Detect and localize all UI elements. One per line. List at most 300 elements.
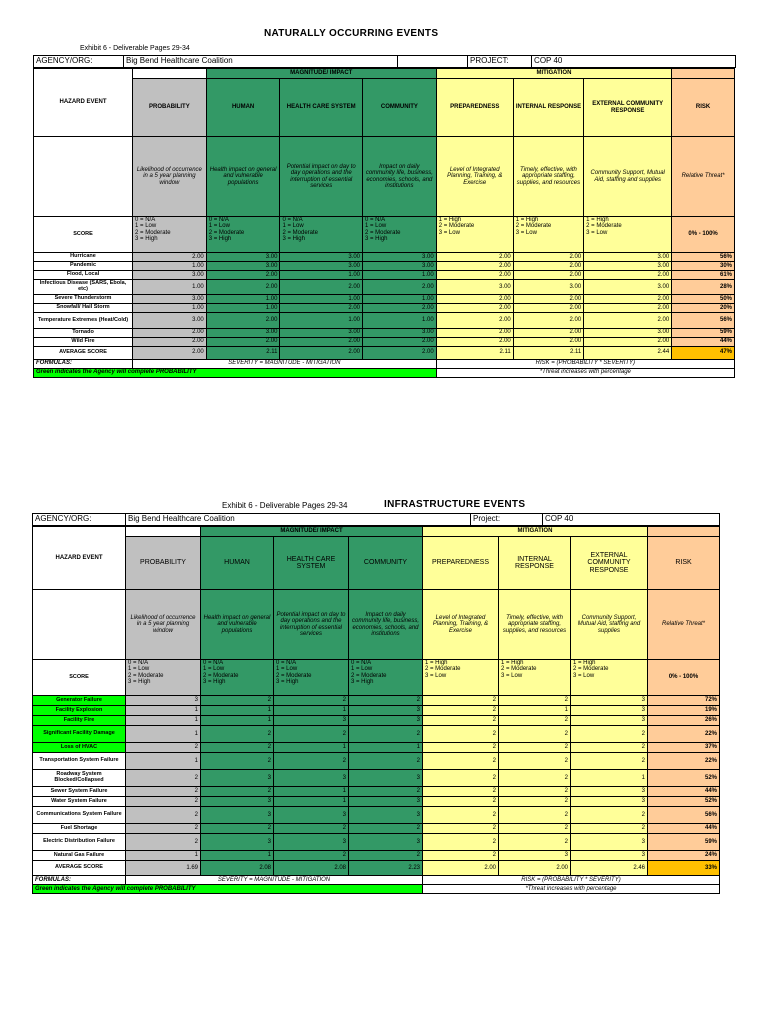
cell-community: 2	[349, 787, 423, 797]
cell-community: 3	[349, 706, 423, 716]
col-internal-response: INTERNAL RESPONSE	[499, 537, 571, 590]
desc-community: Impact on daily community life, business, economies, schools, and institutions	[363, 137, 437, 217]
cell-internal: 2	[499, 807, 571, 824]
cell-human: 2	[201, 753, 274, 770]
cell-health-care: 1.00	[280, 295, 363, 304]
cell-external: 3	[571, 706, 648, 716]
cell-probability: 1	[126, 706, 201, 716]
cell-human: 1.00	[206, 295, 280, 304]
cell-preparedness: 2.00	[436, 337, 513, 346]
cell-risk: 44%	[672, 337, 735, 346]
cell-community: 3.00	[363, 262, 437, 271]
cell-internal: 2.00	[513, 253, 583, 262]
cell-preparedness: 2	[423, 824, 499, 834]
score-preparedness: 1 = High 2 = Moderate 3 = Low	[436, 217, 513, 253]
cell-external: 1	[571, 770, 648, 787]
cell-internal: 2	[499, 834, 571, 851]
cell-risk: 26%	[648, 716, 720, 726]
average-human: 2.11	[206, 346, 280, 359]
formulas-label: FORMULAS:	[33, 876, 126, 885]
hazard-event-name: Sewer System Failure	[33, 787, 126, 797]
cell-community: 1.00	[363, 313, 437, 328]
cell-preparedness: 2	[423, 770, 499, 787]
average-probability: 2.00	[133, 346, 207, 359]
cell-internal: 2	[499, 743, 571, 753]
project-label: PROJECT:	[468, 56, 532, 68]
cell-internal: 2	[499, 770, 571, 787]
cell-risk: 61%	[672, 271, 735, 280]
cell-risk: 22%	[648, 726, 720, 743]
hazard-rows	[34, 253, 735, 347]
cell-risk: 22%	[648, 753, 720, 770]
exhibit-label: Exhibit 6 - Deliverable Pages 29-34	[222, 501, 348, 510]
cell-preparedness: 2.00	[436, 313, 513, 328]
cell-human: 1	[201, 706, 274, 716]
hazard-event-name: Hurricane	[34, 253, 133, 262]
score-human: 0 = N/A 1 = Low 2 = Moderate 3 = High	[201, 660, 274, 696]
cell-internal: 2.00	[513, 304, 583, 313]
desc-probability: Likelihood of occurrence in a 5 year planning window	[133, 137, 207, 217]
cell-internal: 2.00	[513, 271, 583, 280]
cell-internal: 2	[499, 726, 571, 743]
cell-human: 2.00	[206, 271, 280, 280]
cell-health-care: 3	[274, 716, 349, 726]
cell-human: 2	[201, 787, 274, 797]
table-row	[33, 743, 720, 753]
score-probability: 0 = N/A 1 = Low 2 = Moderate 3 = High	[126, 660, 201, 696]
cell-risk: 37%	[648, 743, 720, 753]
desc-internal: Timely, effective, with appropriate staffing, supplies, and resources	[513, 137, 583, 217]
desc-health-care: Potential impact on day to day operations and the interruption of essential services	[280, 137, 363, 217]
cell-risk: 59%	[672, 328, 735, 337]
cell-community: 2	[349, 851, 423, 861]
cell-health-care: 2	[274, 824, 349, 834]
average-health-care: 2.00	[280, 346, 363, 359]
cell-health-care: 3.00	[280, 262, 363, 271]
average-risk: 33%	[648, 861, 720, 876]
threat-note: *Threat increases with percentage	[423, 885, 720, 894]
cell-risk: 72%	[648, 696, 720, 706]
cell-preparedness: 2	[423, 743, 499, 753]
cell-external: 3.00	[584, 280, 672, 295]
hazard-table	[33, 55, 736, 68]
cell-community: 2.00	[363, 304, 437, 313]
average-internal: 2.00	[499, 861, 571, 876]
cell-probability: 2.00	[133, 328, 207, 337]
hazard-event-name: Electric Distribution Failure	[33, 834, 126, 851]
agency-label: AGENCY/ORG:	[33, 514, 126, 526]
agency-value: Big Bend Healthcare Coalition	[124, 56, 398, 68]
desc-health-care: Potential impact on day to day operations and the interruption of essential services	[274, 590, 349, 660]
cell-human: 2	[201, 726, 274, 743]
cell-external: 3.00	[584, 253, 672, 262]
hazard-rows	[33, 696, 720, 861]
cell-internal: 1	[499, 706, 571, 716]
cell-risk: 28%	[672, 280, 735, 295]
cell-community: 2	[349, 824, 423, 834]
hazard-table-body	[33, 68, 735, 378]
cell-external: 2	[571, 824, 648, 834]
hazard-event-name: Severe Thunderstorm	[34, 295, 133, 304]
cell-external: 3	[571, 787, 648, 797]
table-row	[34, 313, 735, 328]
col-internal-response: INTERNAL RESPONSE	[513, 79, 583, 137]
average-health-care: 2.08	[274, 861, 349, 876]
table-row	[33, 696, 720, 706]
cell-external: 2	[571, 807, 648, 824]
cell-preparedness: 2	[423, 716, 499, 726]
score-label: SCORE	[33, 660, 126, 696]
project-label: Project:	[471, 514, 543, 526]
cell-probability: 2	[126, 834, 201, 851]
score-risk: 0% - 100%	[672, 217, 735, 253]
desc-probability: Likelihood of occurrence in a 5 year planning window	[126, 590, 201, 660]
cell-external: 3	[571, 716, 648, 726]
table-row	[33, 797, 720, 807]
col-hazard-event: HAZARD EVENT	[33, 527, 126, 590]
cell-internal: 2.00	[513, 262, 583, 271]
cell-probability: 3.00	[133, 313, 207, 328]
table-row	[34, 262, 735, 271]
cell-health-care: 1	[274, 706, 349, 716]
cell-health-care: 2.00	[280, 337, 363, 346]
score-risk: 0% - 100%	[648, 660, 720, 696]
cell-health-care: 3	[274, 807, 349, 824]
cell-probability: 2	[126, 797, 201, 807]
table-row	[34, 337, 735, 346]
hazard-table	[32, 513, 720, 526]
table-row	[34, 304, 735, 313]
cell-health-care: 3.00	[280, 328, 363, 337]
sheet-title: INFRASTRUCTURE EVENTS	[384, 499, 526, 510]
score-health-care: 0 = N/A 1 = Low 2 = Moderate 3 = High	[280, 217, 363, 253]
cell-risk: 24%	[648, 851, 720, 861]
table-row	[33, 851, 720, 861]
cell-external: 2.00	[584, 337, 672, 346]
table-row	[34, 271, 735, 280]
cell-probability: 2.00	[133, 253, 207, 262]
cell-risk: 59%	[648, 834, 720, 851]
hazard-event-name: Flood, Local	[34, 271, 133, 280]
hazard-event-name: Communications System Failure	[33, 807, 126, 824]
hazard-event-name: Tornado	[34, 328, 133, 337]
table-row	[33, 787, 720, 797]
cell-human: 3	[201, 770, 274, 787]
cell-preparedness: 2	[423, 753, 499, 770]
table-row	[33, 824, 720, 834]
cell-internal: 2.00	[513, 328, 583, 337]
hazard-event-name: Facility Explosion	[33, 706, 126, 716]
cell-probability: 3.00	[133, 295, 207, 304]
cell-human: 2.00	[206, 313, 280, 328]
cell-probability: 1.00	[133, 304, 207, 313]
threat-note: *Threat increases with percentage	[436, 368, 734, 377]
cell-community: 3	[349, 716, 423, 726]
average-community: 2.23	[349, 861, 423, 876]
desc-preparedness: Level of Integrated Planning, Training, & Exercise	[423, 590, 499, 660]
score-label: SCORE	[34, 217, 133, 253]
severity-formula: SEVERITY = MAGNITUDE - MITIGATION	[133, 359, 437, 368]
cell-preparedness: 2.00	[436, 253, 513, 262]
cell-health-care: 2	[274, 851, 349, 861]
col-risk: RISK	[648, 537, 720, 590]
table-row	[33, 726, 720, 743]
cell-health-care: 1.00	[280, 271, 363, 280]
cell-risk: 56%	[672, 313, 735, 328]
hazard-event-name: Snowfall/ Hail Storm	[34, 304, 133, 313]
cell-risk: 52%	[648, 797, 720, 807]
score-community: 0 = N/A 1 = Low 2 = Moderate 3 = High	[363, 217, 437, 253]
col-probability: PROBABILITY	[126, 537, 201, 590]
col-risk: RISK	[672, 79, 735, 137]
cell-community: 1.00	[363, 271, 437, 280]
cell-probability: 2	[126, 807, 201, 824]
cell-risk: 44%	[648, 787, 720, 797]
hazard-event-name: Infectious Disease (SARS, Ebola, etc)	[34, 280, 133, 295]
cell-human: 3	[201, 797, 274, 807]
cell-probability: 1	[126, 753, 201, 770]
cell-probability: 2	[126, 824, 201, 834]
score-external: 1 = High 2 = Moderate 3 = Low	[584, 217, 672, 253]
cell-community: 3	[349, 807, 423, 824]
cell-external: 2	[571, 743, 648, 753]
cell-community: 2	[349, 726, 423, 743]
cell-human: 3	[201, 807, 274, 824]
col-probability: PROBABILITY	[133, 79, 207, 137]
project-value: COP 40	[543, 514, 720, 526]
cell-preparedness: 2	[423, 787, 499, 797]
hazard-event-name: Roadway System Blocked/Collapsed	[33, 770, 126, 787]
average-human: 2.08	[201, 861, 274, 876]
cell-probability: 1	[126, 716, 201, 726]
score-external: 1 = High 2 = Moderate 3 = Low	[571, 660, 648, 696]
sheet-title: NATURALLY OCCURRING EVENTS	[264, 28, 439, 39]
table-row	[34, 253, 735, 262]
group-magnitude: MAGNITUDE/ IMPACT	[201, 527, 423, 537]
hazard-event-name: Transportation System Failure	[33, 753, 126, 770]
cell-probability: 2	[126, 787, 201, 797]
desc-external: Community Support, Mutual Aid, staffing and supplies	[571, 590, 648, 660]
cell-human: 2	[201, 696, 274, 706]
cell-health-care: 3	[274, 770, 349, 787]
cell-external: 3.00	[584, 262, 672, 271]
table-row	[33, 706, 720, 716]
cell-external: 2.00	[584, 295, 672, 304]
project-value: COP 40	[532, 56, 736, 68]
hazard-event-name: Facility Fire	[33, 716, 126, 726]
cell-risk: 56%	[648, 807, 720, 824]
cell-preparedness: 2	[423, 797, 499, 807]
cell-human: 1	[201, 851, 274, 861]
cell-preparedness: 3.00	[436, 280, 513, 295]
cell-external: 3	[571, 834, 648, 851]
cell-community: 3.00	[363, 253, 437, 262]
score-probability: 0 = N/A 1 = Low 2 = Moderate 3 = High	[133, 217, 207, 253]
col-preparedness: PREPAREDNESS	[436, 79, 513, 137]
average-label: AVERAGE SCORE	[34, 346, 133, 359]
cell-internal: 2	[499, 696, 571, 706]
cell-probability: 1	[126, 726, 201, 743]
score-human: 0 = N/A 1 = Low 2 = Moderate 3 = High	[206, 217, 280, 253]
cell-human: 2	[201, 824, 274, 834]
desc-internal: Timely, effective, with appropriate staffing, supplies, and resources	[499, 590, 571, 660]
average-probability: 1.69	[126, 861, 201, 876]
cell-human: 2.00	[206, 337, 280, 346]
cell-risk: 44%	[648, 824, 720, 834]
cell-preparedness: 2.00	[436, 304, 513, 313]
desc-community: Impact on daily community life, business, economies, schools, and institutions	[349, 590, 423, 660]
desc-human: Health impact on general and vulnerable populations	[206, 137, 280, 217]
average-preparedness: 2.11	[436, 346, 513, 359]
cell-community: 2.00	[363, 337, 437, 346]
cell-community: 1.00	[363, 295, 437, 304]
cell-external: 2.00	[584, 271, 672, 280]
table-row	[33, 807, 720, 824]
cell-internal: 3	[499, 851, 571, 861]
average-external: 2.46	[571, 861, 648, 876]
risk-formula: RISK = (PROBABILITY * SEVERITY)	[423, 876, 720, 885]
cell-risk: 19%	[648, 706, 720, 716]
col-health-care-system: HEALTH CARE SYSTEM	[280, 79, 363, 137]
hazard-event-name: Generator Failure	[33, 696, 126, 706]
col-preparedness: PREPAREDNESS	[423, 537, 499, 590]
desc-human: Health impact on general and vulnerable populations	[201, 590, 274, 660]
average-internal: 2.11	[513, 346, 583, 359]
agency-value: Big Bend Healthcare Coalition	[126, 514, 471, 526]
cell-preparedness: 2	[423, 706, 499, 716]
table-row	[34, 280, 735, 295]
hazard-table-body	[32, 526, 720, 894]
cell-human: 3.00	[206, 253, 280, 262]
cell-health-care: 2.00	[280, 304, 363, 313]
formulas-label: FORMULAS:	[34, 359, 133, 368]
cell-human: 1	[201, 716, 274, 726]
cell-risk: 52%	[648, 770, 720, 787]
cell-community: 1	[349, 743, 423, 753]
cell-health-care: 1	[274, 797, 349, 807]
cell-human: 2.00	[206, 280, 280, 295]
cell-external: 3.00	[584, 328, 672, 337]
cell-internal: 3.00	[513, 280, 583, 295]
cell-preparedness: 2.00	[436, 328, 513, 337]
table-row	[34, 328, 735, 337]
green-note: Green indicates the Agency will complete PROBABILITY	[34, 368, 437, 377]
col-external-response: EXTERNAL COMMUNITY RESPONSE	[584, 79, 672, 137]
cell-preparedness: 2.00	[436, 262, 513, 271]
cell-probability: 1.00	[133, 280, 207, 295]
hazard-event-name: Wild Fire	[34, 337, 133, 346]
hazard-event-name: Fuel Shortage	[33, 824, 126, 834]
cell-internal: 2	[499, 753, 571, 770]
cell-community: 2.00	[363, 280, 437, 295]
exhibit-label: Exhibit 6 - Deliverable Pages 29-34	[80, 45, 190, 52]
group-mitigation: MITIGATION	[436, 69, 671, 79]
cell-health-care: 2	[274, 726, 349, 743]
hazard-event-name: Significant Facility Damage	[33, 726, 126, 743]
score-internal: 1 = High 2 = Moderate 3 = Low	[513, 217, 583, 253]
cell-internal: 2.00	[513, 313, 583, 328]
cell-internal: 2.00	[513, 295, 583, 304]
col-community: COMMUNITY	[349, 537, 423, 590]
cell-human: 3	[201, 834, 274, 851]
cell-human: 3.00	[206, 262, 280, 271]
desc-preparedness: Level of Integrated Planning, Training, & Exercise	[436, 137, 513, 217]
cell-internal: 2	[499, 797, 571, 807]
col-human: HUMAN	[206, 79, 280, 137]
desc-external: Community Support, Mutual Aid, staffing and supplies	[584, 137, 672, 217]
cell-health-care: 1.00	[280, 313, 363, 328]
cell-community: 2	[349, 753, 423, 770]
cell-external: 2	[571, 753, 648, 770]
cell-health-care: 2	[274, 696, 349, 706]
cell-probability: 3	[126, 696, 201, 706]
average-community: 2.00	[363, 346, 437, 359]
cell-preparedness: 2	[423, 726, 499, 743]
cell-internal: 2	[499, 716, 571, 726]
col-human: HUMAN	[201, 537, 274, 590]
cell-internal: 2	[499, 787, 571, 797]
cell-health-care: 2.00	[280, 280, 363, 295]
cell-community: 3	[349, 834, 423, 851]
cell-community: 3	[349, 770, 423, 787]
cell-health-care: 1	[274, 743, 349, 753]
cell-probability: 1	[126, 851, 201, 861]
cell-human: 3.00	[206, 328, 280, 337]
cell-probability: 2	[126, 770, 201, 787]
group-magnitude: MAGNITUDE/ IMPACT	[206, 69, 436, 79]
cell-preparedness: 2	[423, 834, 499, 851]
score-health-care: 0 = N/A 1 = Low 2 = Moderate 3 = High	[274, 660, 349, 696]
hazard-event-name: Pandemic	[34, 262, 133, 271]
table-row	[34, 295, 735, 304]
cell-preparedness: 2	[423, 807, 499, 824]
score-preparedness: 1 = High 2 = Moderate 3 = Low	[423, 660, 499, 696]
cell-probability: 3.00	[133, 271, 207, 280]
agency-label: AGENCY/ORG:	[34, 56, 124, 68]
cell-health-care: 3.00	[280, 253, 363, 262]
col-external-response: EXTERNAL COMMUNITY RESPONSE	[571, 537, 648, 590]
score-community: 0 = N/A 1 = Low 2 = Moderate 3 = High	[349, 660, 423, 696]
table-row	[33, 834, 720, 851]
cell-health-care: 3	[274, 834, 349, 851]
severity-formula: SEVERITY = MAGNITUDE - MITIGATION	[126, 876, 423, 885]
hazard-event-name: Natural Gas Failure	[33, 851, 126, 861]
table-row	[33, 716, 720, 726]
cell-risk: 56%	[672, 253, 735, 262]
group-mitigation: MITIGATION	[423, 527, 648, 537]
cell-internal: 2.00	[513, 337, 583, 346]
cell-community: 2	[349, 696, 423, 706]
cell-probability: 1.00	[133, 262, 207, 271]
cell-probability: 2	[126, 743, 201, 753]
cell-health-care: 1	[274, 787, 349, 797]
cell-preparedness: 2.00	[436, 295, 513, 304]
col-community: COMMUNITY	[363, 79, 437, 137]
cell-external: 2.00	[584, 304, 672, 313]
average-risk: 47%	[672, 346, 735, 359]
cell-preparedness: 2	[423, 851, 499, 861]
desc-risk: Relative Threat*	[672, 137, 735, 217]
agency-spacer	[398, 56, 468, 68]
hazard-event-name: Temperature Extremes (Heat/Cold)	[34, 313, 133, 328]
desc-risk: Relative Threat*	[648, 590, 720, 660]
cell-external: 3	[571, 851, 648, 861]
table-row	[33, 770, 720, 787]
cell-human: 1.00	[206, 304, 280, 313]
col-hazard-event: HAZARD EVENT	[34, 69, 133, 137]
average-external: 2.44	[584, 346, 672, 359]
cell-external: 3	[571, 696, 648, 706]
